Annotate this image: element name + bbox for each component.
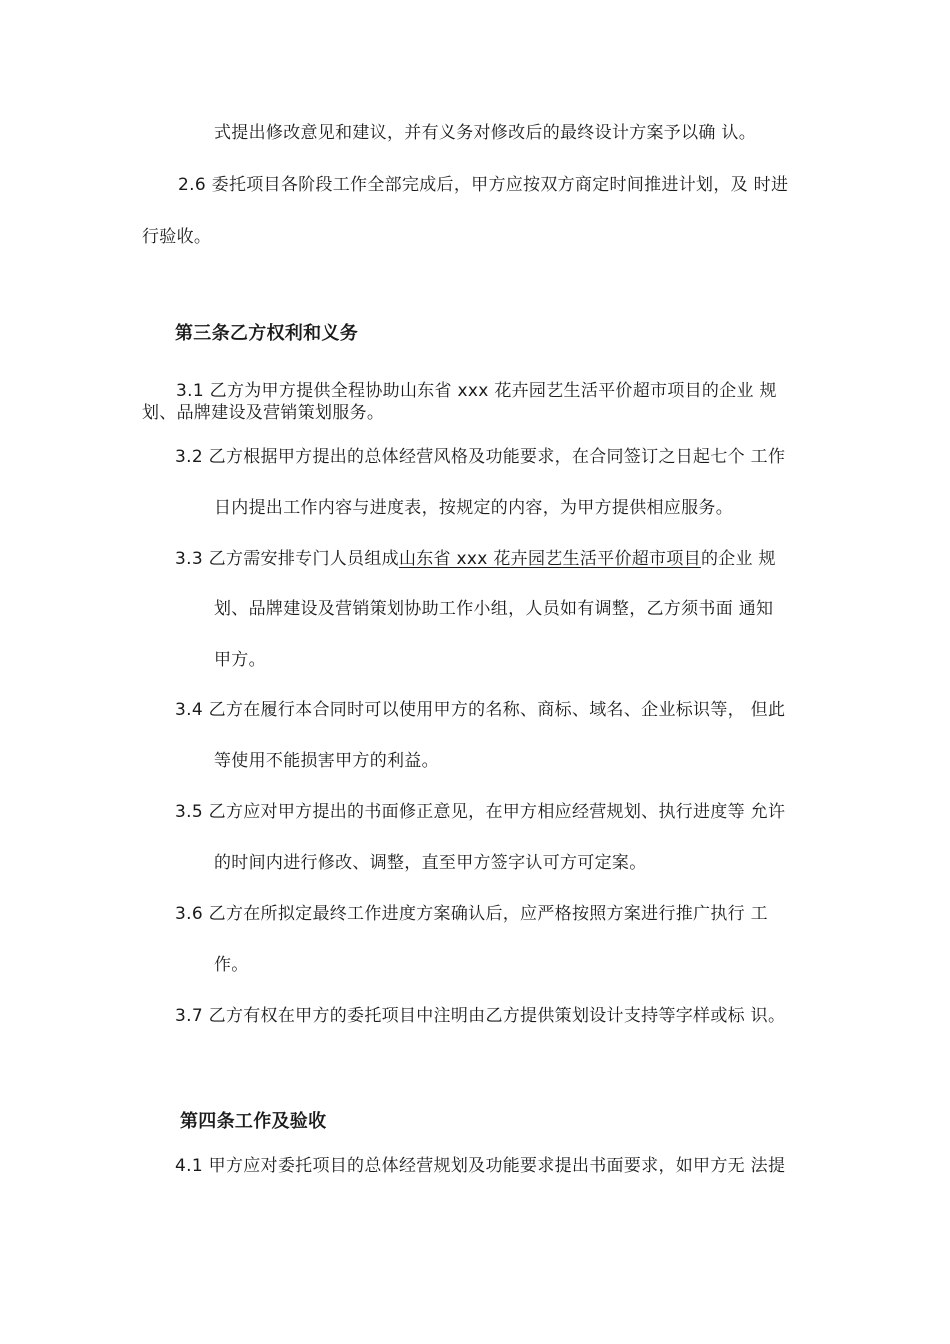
paragraph-line: 日内提出工作内容与进度表，按规定的内容，为甲方提供相应服务。 bbox=[214, 498, 733, 518]
paragraph-line: 式提出修改意见和建议，并有义务对修改后的最终设计方案予以确 认。 bbox=[214, 123, 757, 143]
paragraph-line: 等使用不能损害甲方的利益。 bbox=[214, 751, 439, 771]
clause-3-6: 3.6 乙方在所拟定最终工作进度方案确认后，应严格按照方案进行推广执行 工 bbox=[175, 904, 768, 924]
paragraph-line: 作。 bbox=[214, 955, 249, 975]
clause-3-5: 3.5 乙方应对甲方提出的书面修正意见，在甲方相应经营规划、执行进度等 允许 bbox=[175, 802, 786, 822]
section-heading-4: 第四条工作及验收 bbox=[180, 1111, 327, 1132]
project-name-underlined: 山东省 xxx 花卉园艺生活平价超市项目 bbox=[398, 549, 701, 569]
section-heading-3: 第三条乙方权利和义务 bbox=[175, 323, 358, 344]
clause-3-7: 3.7 乙方有权在甲方的委托项目中注明由乙方提供策划设计支持等字样或标 识。 bbox=[175, 1006, 786, 1026]
clause-3-2: 3.2 乙方根据甲方提出的总体经营风格及功能要求，在合同签订之日起七个 工作 bbox=[175, 447, 786, 467]
clause-4-1: 4.1 甲方应对委托项目的总体经营规划及功能要求提出书面要求，如甲方无 法提 bbox=[175, 1156, 786, 1176]
paragraph-line: 划、品牌建设及营销策划协助工作小组，人员如有调整，乙方须书面 通知 bbox=[214, 599, 774, 619]
clause-2-6: 2.6 委托项目各阶段工作全部完成后，甲方应按双方商定时间推进计划，及 时进 bbox=[178, 175, 789, 195]
clause-3-3-end: 的企业 规 bbox=[700, 549, 776, 569]
paragraph-line: 行验收。 bbox=[142, 227, 212, 247]
paragraph-line: 的时间内进行修改、调整，直至甲方签字认可方可定案。 bbox=[214, 853, 647, 873]
clause-3-4: 3.4 乙方在履行本合同时可以使用甲方的名称、商标、域名、企业标识等， 但此 bbox=[175, 700, 786, 720]
clause-3-3 bbox=[175, 548, 776, 570]
clause-3-3-start: 3.3 乙方需安排专门人员组成 bbox=[175, 549, 399, 569]
paragraph-line: 划、品牌建设及营销策划服务。 bbox=[142, 403, 385, 423]
clause-3-1: 3.1 乙方为甲方提供全程协助山东省 xxx 花卉园艺生活平价超市项目的企业 规 bbox=[176, 381, 777, 401]
paragraph-line: 甲方。 bbox=[214, 650, 266, 670]
